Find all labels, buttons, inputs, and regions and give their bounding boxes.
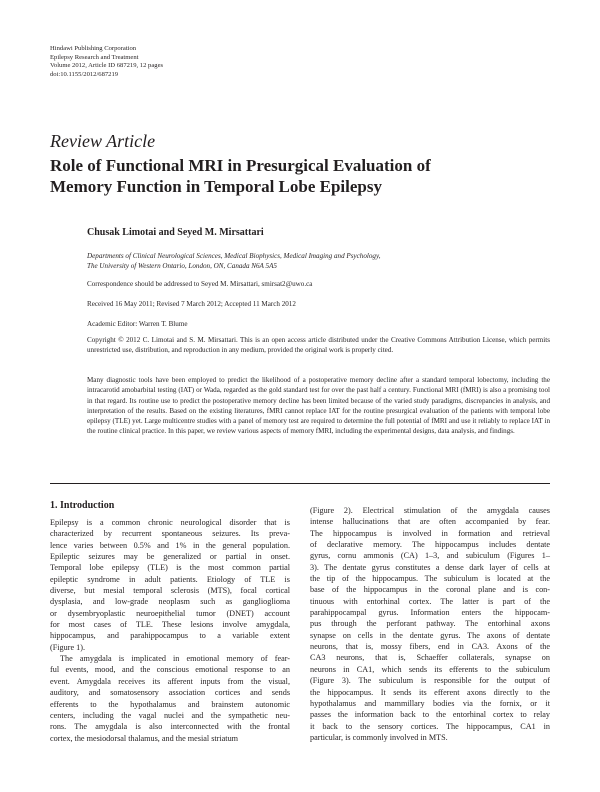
body-text-line: CA3 neurons, that is, Schaeffer collaterals, synapse on [310, 653, 550, 663]
affiliation [87, 252, 380, 272]
abstract: Many diagnostic tools have been employed to predict the likelihood of a postoperative memory decline after a standard temporal lobectomy, including the intracarotid amobarbital testing (IAT) or Wada, regarded as the gold standard test for over the past half a century. Functional MRI (fMRI) is also a promising tool in that regard. Its routine use to predict the postoperative memory decline has been limited because of the varied study paradigms, discrepancies in analysis, and interpretation of the results. Based on the existing literatures, fMRI cannot replace IAT for the routine presurgical evaluation of the patients with temporal lobe epilepsy (TLE) yet. Large multicentre studies with a panel of memory test are required to determine the full potential of fMRI and use it reliably to replace IAT in the routine clinical practice. In this paper, we review various aspects of memory fMRI, including the experimental designs, data analysis, and findings. [87, 376, 550, 436]
body-text-line: parahippocampal gyrus. Information enters the hippocam- [310, 608, 550, 618]
author-list: Chusak Limotai and Seyed M. Mirsattari [87, 227, 264, 238]
body-text-line: synapse on cells in the dentate gyrus. The axons of dentate [310, 630, 550, 640]
body-text-line: base of the hippocampus in the coronal plane and is con- [310, 585, 550, 595]
body-text-line: the hippocampus. It sends its efferent axons directly to the [310, 687, 550, 697]
body-column-left [50, 517, 290, 744]
academic-editor: Academic Editor: Warren T. Blume [87, 320, 188, 328]
body-text-line: ful events, mood, and the conscious emotional response to an [50, 665, 290, 675]
body-text-line: it back to the sensory cortices. The hippocampus, CA1 in [310, 721, 550, 731]
body-text-line: (Figure 2). Electrical stimulation of the amygdala causes [310, 506, 550, 515]
body-text-line: diverse, but mesial temporal sclerosis (MTS), focal cortical [50, 586, 290, 596]
body-text-line: rons. The amygdala is also interconnected with the frontal [50, 722, 290, 732]
body-text-line: Epilepsy is a common chronic neurological disorder that is [50, 518, 290, 527]
body-text-line: neurons in CA1, which sends its efferents to the subiculum [310, 664, 550, 674]
body-text-line: auditory, and somatosensory association cortices and sends [50, 688, 290, 698]
section-heading: 1. Introduction [50, 500, 115, 511]
journal-name: Epilepsy Research and Treatment [50, 53, 139, 61]
body-text-line: hippocampus, and parahippocampus to a variable extent [50, 631, 290, 641]
doi: doi:10.1155/2012/687219 [50, 71, 119, 79]
article-title [50, 155, 431, 197]
body-text-line: the tip of the hippocampus. The subiculum is located at the [310, 574, 550, 584]
body-text-line: for most cases of TLE. These lesions involve amygdala, [50, 620, 290, 630]
body-text-line: particular, is commonly involved in MTS. [310, 732, 448, 742]
title-line: Role of Functional MRI in Presurgical Evaluation of [50, 156, 431, 175]
publication-info [50, 45, 163, 80]
body-text-line: centers, including the vagal nuclei and the sympathetic neu- [50, 710, 290, 720]
body-text-line: of declarative memory. The hippocampus includes dentate [310, 540, 550, 550]
publisher-name: Hindawi Publishing Corporation [50, 45, 137, 52]
affiliation-line: The University of Western Ontario, London, ON, Canada N6A 5A5 [87, 261, 277, 270]
body-text-line: Epileptic seizures may be generalized or partial in onset. [50, 552, 290, 562]
volume-info: Volume 2012, Article ID 687219, 12 pages [50, 62, 164, 70]
body-text-line: (Figure 3). The subiculum is responsible for the output of [310, 676, 550, 686]
body-text-line: The hippocampus is involved in formation and retrieval [310, 528, 550, 538]
body-text-line: characterized by recurrent spontaneous seizures. Its preva- [50, 529, 290, 539]
body-text-line: (Figure 1). [50, 642, 86, 652]
body-column-right [310, 505, 550, 743]
section-divider [50, 483, 550, 484]
body-text-line: hypothalamus and mammillary bodies via the fornix, or it [310, 698, 550, 708]
body-text-line: or dysembryoplastic neuroepithelial tumor (DNET) account [50, 608, 290, 618]
body-text-line: event. Amygdala receives its afferent inputs from the visual, [50, 676, 290, 686]
body-text-line: gyrus, cornu ammonis (CA) 1–3, and subiculum (Figures 1– [310, 551, 550, 561]
body-text-line: 3). The dentate gyrus constitutes a dense dark layer of cells at [310, 562, 550, 572]
title-line: Memory Function in Temporal Lobe Epilepsy [50, 177, 382, 196]
body-text-line: efferents to the hypothalamus and brainstem autonomic [50, 699, 290, 709]
article-dates: Received 16 May 2011; Revised 7 March 2012; Accepted 11 March 2012 [87, 300, 296, 308]
body-text-line: lence varies between 0.5% and 1% in the general population. [50, 540, 290, 550]
body-text-line: pus through the perforant pathway. The entorhinal axons [310, 619, 550, 629]
article-type: Review Article [50, 131, 156, 151]
body-text-line: The amygdala is implicated in emotional memory of fear- [60, 654, 290, 664]
body-text-line: dysplasia, and low-grade neoplasm such as ganglioglioma [50, 597, 290, 607]
body-text-line: cortex, the mesiodorsal thalamus, and the mesial striatum [50, 733, 239, 743]
affiliation-line: Departments of Clinical Neurological Sciences, Medical Biophysics, Medical Imaging and Psychology, [87, 252, 381, 260]
body-text-line: neurons, that is, mossy fibers, end in CA3. Axons of the [310, 642, 550, 652]
body-text-line: passes the information back to the entorhinal cortex to relay [310, 710, 550, 720]
body-text-line: Temporal lobe epilepsy (TLE) is the most common partial [50, 563, 290, 573]
body-text-line: intense hallucinations that are often accompanied by fear. [310, 517, 550, 527]
copyright-notice: Copyright © 2012 C. Limotai and S. M. Mirsattari. This is an open access article distributed under the Creative Commons Attribution License, which permits unrestricted use, distribution, and reproduction in any medium, provided the original work is properly cited. [87, 336, 550, 354]
body-text-line: tinuous with entorhinal cortex. The latter is part of the [310, 596, 550, 606]
correspondence: Correspondence should be addressed to Seyed M. Mirsattari, smirsat2@uwo.ca [87, 280, 313, 288]
body-text-line: epileptic syndrome in adult patients. Etiology of TLE is [50, 574, 290, 584]
